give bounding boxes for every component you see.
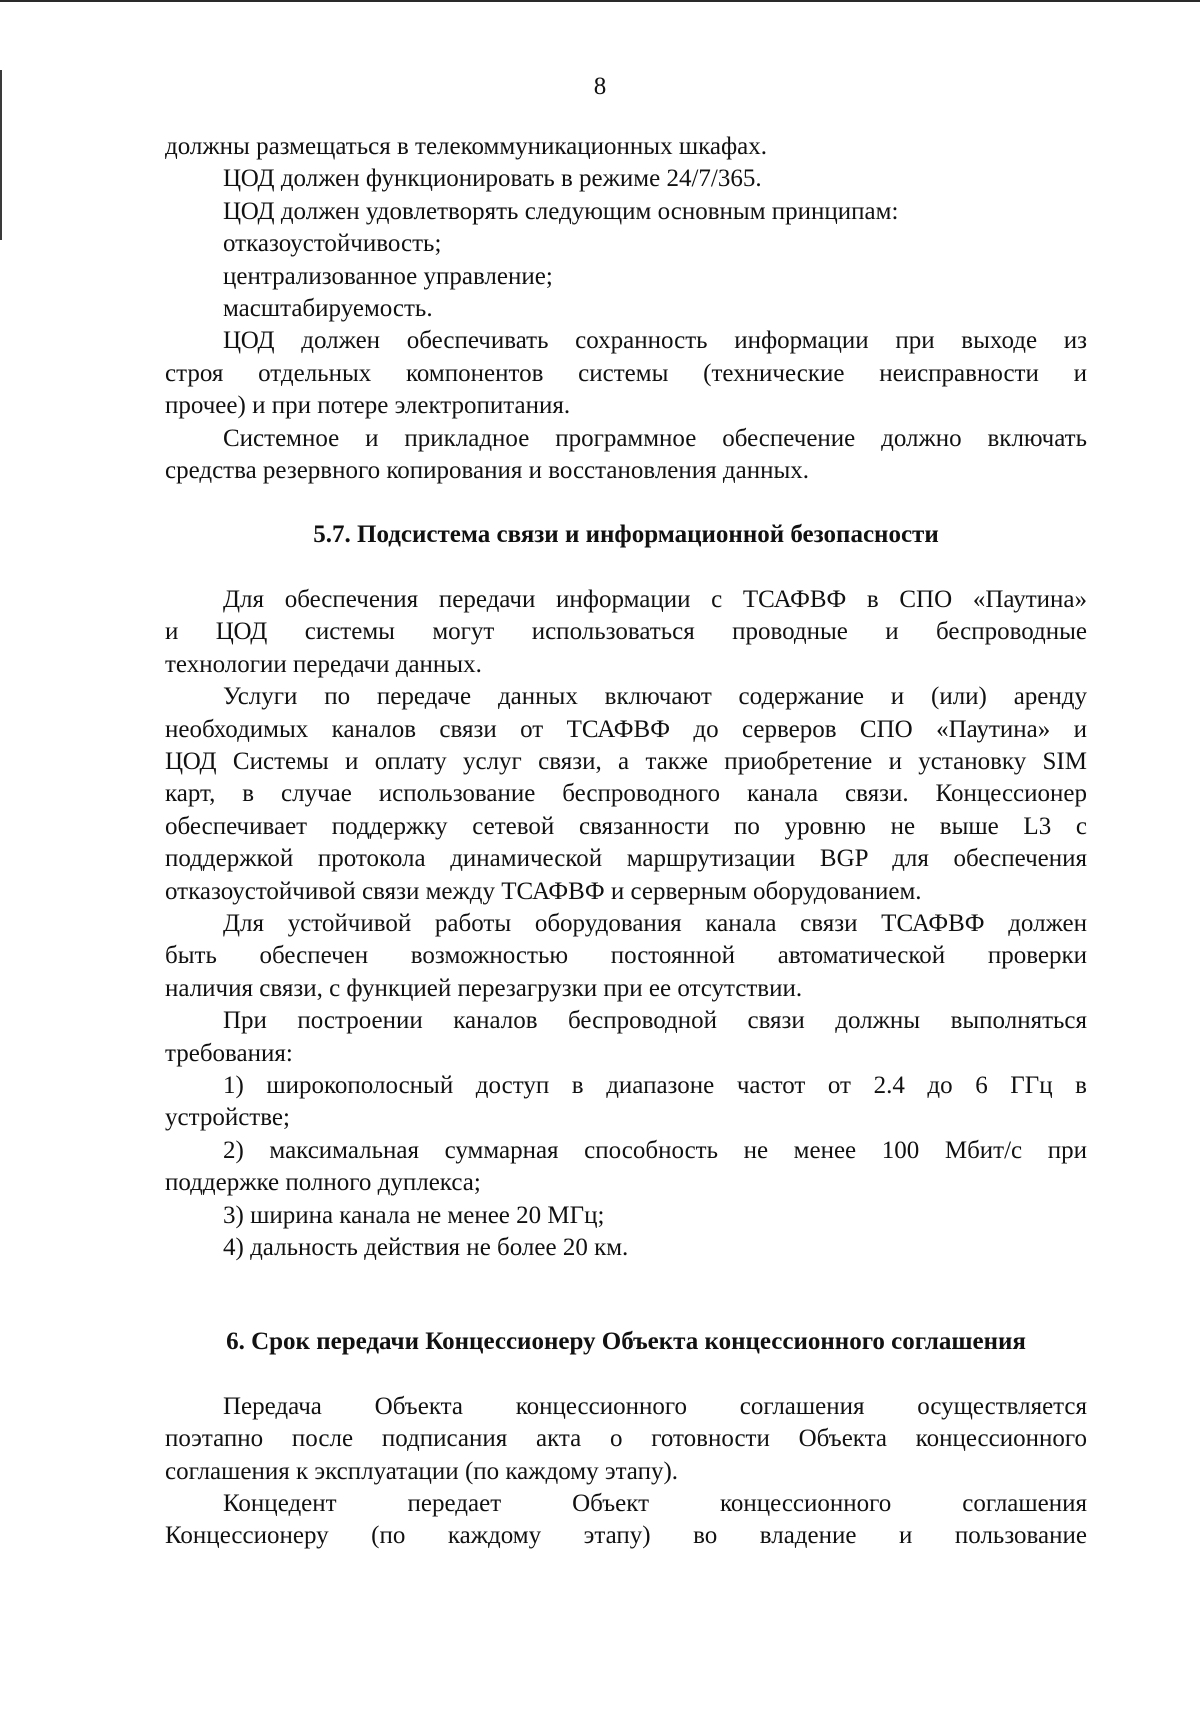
text-line: Для устойчивой работы оборудования канала связи ТСАФВФ должен <box>223 909 1087 937</box>
text-line: 2) максимальная суммарная способность не менее 100 Мбит/с при <box>223 1136 1087 1164</box>
text-line: технологии передачи данных. <box>165 650 482 678</box>
text-line: поддержкой протокола динамической маршрутизации BGP для обеспечения <box>165 845 1087 873</box>
text-line: средства резервного копирования и восстановления данных. <box>165 457 810 485</box>
paragraph <box>165 325 1087 422</box>
paragraph <box>165 584 1087 681</box>
paragraph: должны размещаться в телекоммуникационных шкафах. <box>165 133 768 160</box>
text-line: отказоустойчивой связи между ТСАФВФ и серверным оборудованием. <box>165 877 922 905</box>
page-number: 8 <box>593 73 607 100</box>
text-line: Услуги по передаче данных включают содержание и (или) аренду <box>223 683 1087 711</box>
text-line: прочее) и при потере электропитания. <box>165 392 571 420</box>
text-line: При построении каналов беспроводной связи должны выполняться <box>223 1007 1087 1035</box>
scan-edge-top <box>0 0 1200 2</box>
text-line: Для обеспечения передачи информации с ТСАФВФ в СПО «Паутина» <box>223 585 1087 613</box>
text-line: наличия связи, с функцией перезагрузки при ее отсутствии. <box>165 974 803 1002</box>
text-line: требования: <box>165 1039 293 1067</box>
numbered-item-4: 4) дальность действия не более 20 км. <box>223 1234 629 1261</box>
text-line: быть обеспечен возможностью постоянной автоматической проверки <box>165 942 1087 970</box>
paragraph <box>165 908 1087 1005</box>
text-line: соглашения к эксплуатации (по каждому этапу). <box>165 1457 679 1485</box>
text-line: поэтапно после подписания акта о готовности Объекта концессионного <box>165 1425 1087 1453</box>
paragraph <box>165 681 1087 908</box>
text-line: строя отдельных компонентов системы (технические неисправности и <box>165 359 1087 387</box>
text-line: устройстве; <box>165 1104 290 1132</box>
paragraph: ЦОД должен удовлетворять следующим основным принципам: <box>223 197 899 225</box>
paragraph <box>165 1391 1087 1488</box>
paragraph <box>165 423 1087 488</box>
text-line: и ЦОД системы могут использоваться проводные и беспроводные <box>165 618 1087 646</box>
section-heading-6: 6. Срок передачи Концессионеру Объекта концессионного соглашения <box>226 1328 1026 1356</box>
paragraph <box>165 1488 1087 1553</box>
text-line: Концессионеру (по каждому этапу) во владение и пользование <box>165 1522 1087 1550</box>
text-line: карт, в случае использование беспроводного канала связи. Концессионер <box>165 780 1087 808</box>
document-body <box>165 131 1087 1553</box>
paragraph <box>165 1005 1087 1070</box>
text-line: ЦОД должен обеспечивать сохранность информации при выходе из <box>223 327 1087 355</box>
section-heading-5-7: 5.7. Подсистема связи и информационной безопасности <box>313 521 939 549</box>
text-line: 1) широкополосный доступ в диапазоне частот от 2.4 до 6 ГГц в <box>223 1071 1087 1099</box>
list-item: масштабируемость. <box>223 295 433 323</box>
text-line: Передача Объекта концессионного соглашения осуществляется <box>223 1392 1087 1420</box>
text-line: необходимых каналов связи от ТСАФВФ до серверов СПО «Паутина» и <box>165 715 1087 743</box>
text-line: Системное и прикладное программное обеспечение должно включать <box>223 424 1087 452</box>
numbered-item-2 <box>165 1135 1087 1200</box>
paragraph: ЦОД должен функционировать в режиме 24/7/365. <box>223 165 762 193</box>
list-item: отказоустойчивость; <box>223 230 442 258</box>
text-line: ЦОД Системы и оплату услуг связи, а также приобретение и установку SIM <box>165 747 1087 775</box>
text-line: поддержке полного дуплекса; <box>165 1169 481 1197</box>
numbered-item-1 <box>165 1070 1087 1135</box>
text-line: обеспечивает поддержку сетевой связанности по уровню не выше L3 с <box>165 812 1087 840</box>
list-item: централизованное управление; <box>223 262 553 290</box>
text-line: Концедент передает Объект концессионного соглашения <box>223 1490 1087 1518</box>
numbered-item-3: 3) ширина канала не менее 20 МГц; <box>223 1201 605 1229</box>
